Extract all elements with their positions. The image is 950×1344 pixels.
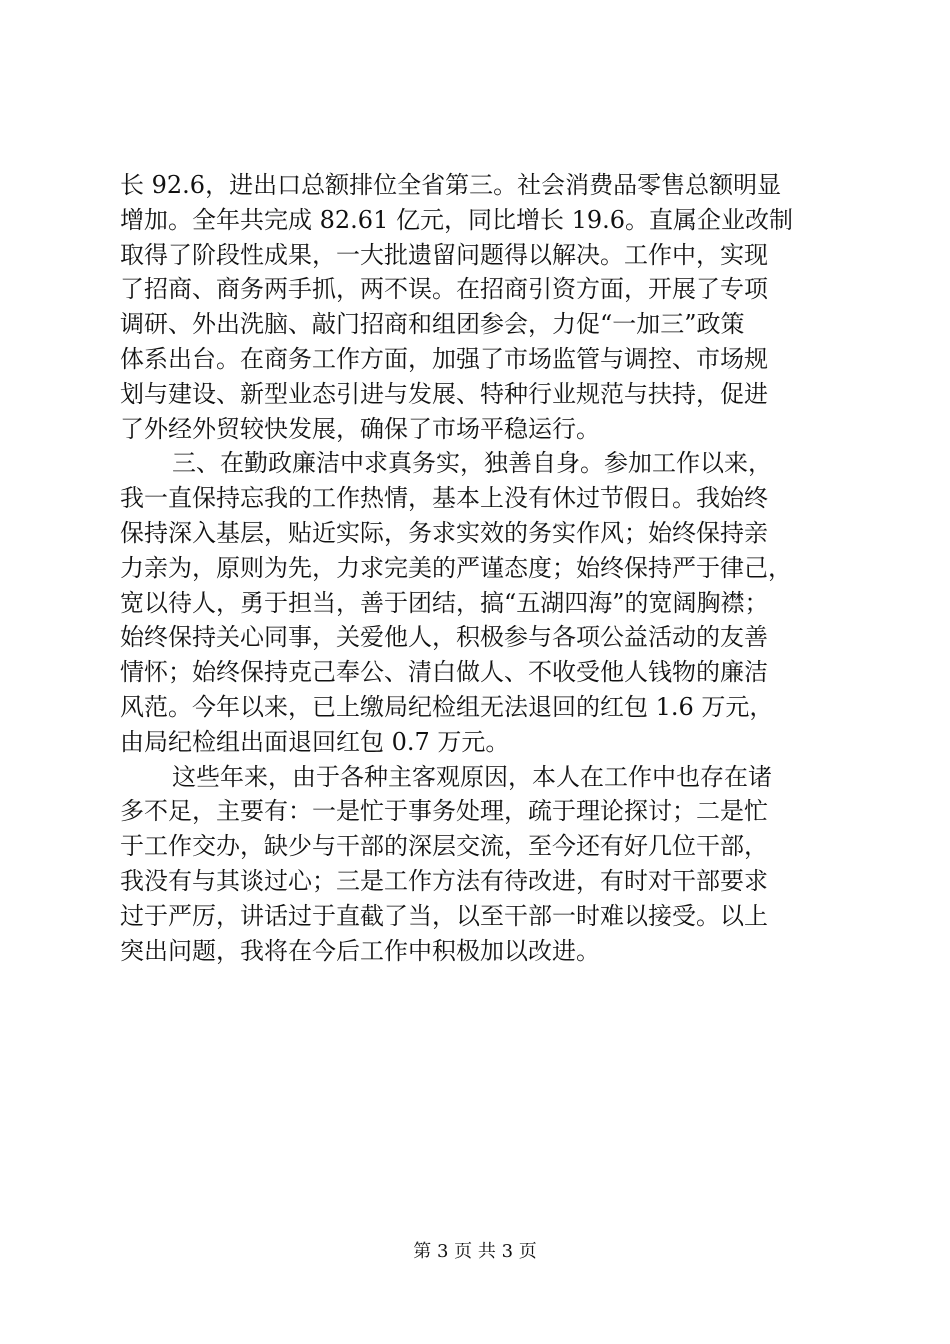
text-line: 取得了阶段性成果，一大批遗留问题得以解决。工作中，实现: [120, 240, 768, 269]
text-line: 过于严厉，讲话过于直截了当，以至干部一时难以接受。以上: [120, 901, 768, 930]
paragraph-1: [120, 168, 840, 446]
text-line: 突出问题，我将在今后工作中积极加以改进。: [120, 936, 600, 965]
text-line: 宽以待人，勇于担当，善于团结，搞“五湖四海”的宽阔胸襟；: [120, 588, 769, 617]
text-line: 始终保持关心同事，关爱他人，积极参与各项公益活动的友善: [120, 623, 768, 652]
text-line: 增加。全年共完成 82.61 亿元，同比增长 19.6。直属企业改制: [120, 205, 794, 234]
text-line: 划与建设、新型业态引进与发展、特种行业规范与扶持，促进: [120, 379, 768, 408]
text-line: 于工作交办，缺少与干部的深层交流，至今还有好几位干部，: [120, 832, 768, 861]
text-line: 风范。今年以来，已上缴局纪检组无法退回的红包 1.6 万元，: [120, 692, 774, 721]
text-line: 体系出台。在商务工作方面，加强了市场监管与调控、市场规: [120, 344, 768, 373]
text-line: 长 92.6，进出口总额排位全省第三。社会消费品零售总额明显: [120, 171, 782, 199]
text-line: 保持深入基层，贴近实际，务求实效的务实作风；始终保持亲: [120, 518, 768, 547]
text-line: 由局纪检组出面退回红包 0.7 万元。: [120, 727, 510, 756]
text-line: 这些年来，由于各种主客观原因，本人在工作中也存在诸: [172, 762, 772, 791]
document-body: [120, 168, 840, 968]
text-line: 了外经外贸较快发展，确保了市场平稳运行。: [120, 414, 600, 443]
text-line: 了招商、商务两手抓，两不误。在招商引资方面，开展了专项: [120, 275, 768, 304]
text-line: 力亲为，原则为先，力求完美的严谨态度；始终保持严于律己，: [120, 553, 792, 582]
paragraph-3: [120, 760, 840, 969]
text-line: 我没有与其谈过心；三是工作方法有待改进，有时对干部要求: [120, 866, 768, 895]
text-line: 多不足，主要有：一是忙于事务处理，疏于理论探讨；二是忙: [120, 797, 768, 826]
text-line: 我一直保持忘我的工作热情，基本上没有休过节假日。我始终: [120, 484, 768, 513]
text-line: 情怀；始终保持克己奉公、清白做人、不收受他人钱物的廉洁: [120, 658, 768, 687]
text-line: 三、在勤政廉洁中求真务实，独善自身。参加工作以来，: [172, 449, 772, 478]
text-line: 调研、外出洗脑、敲门招商和组团参会，力促“一加三”政策: [120, 310, 745, 339]
page-number-footer: 第 3 页 共 3 页: [413, 1241, 537, 1262]
paragraph-2: [120, 446, 840, 759]
